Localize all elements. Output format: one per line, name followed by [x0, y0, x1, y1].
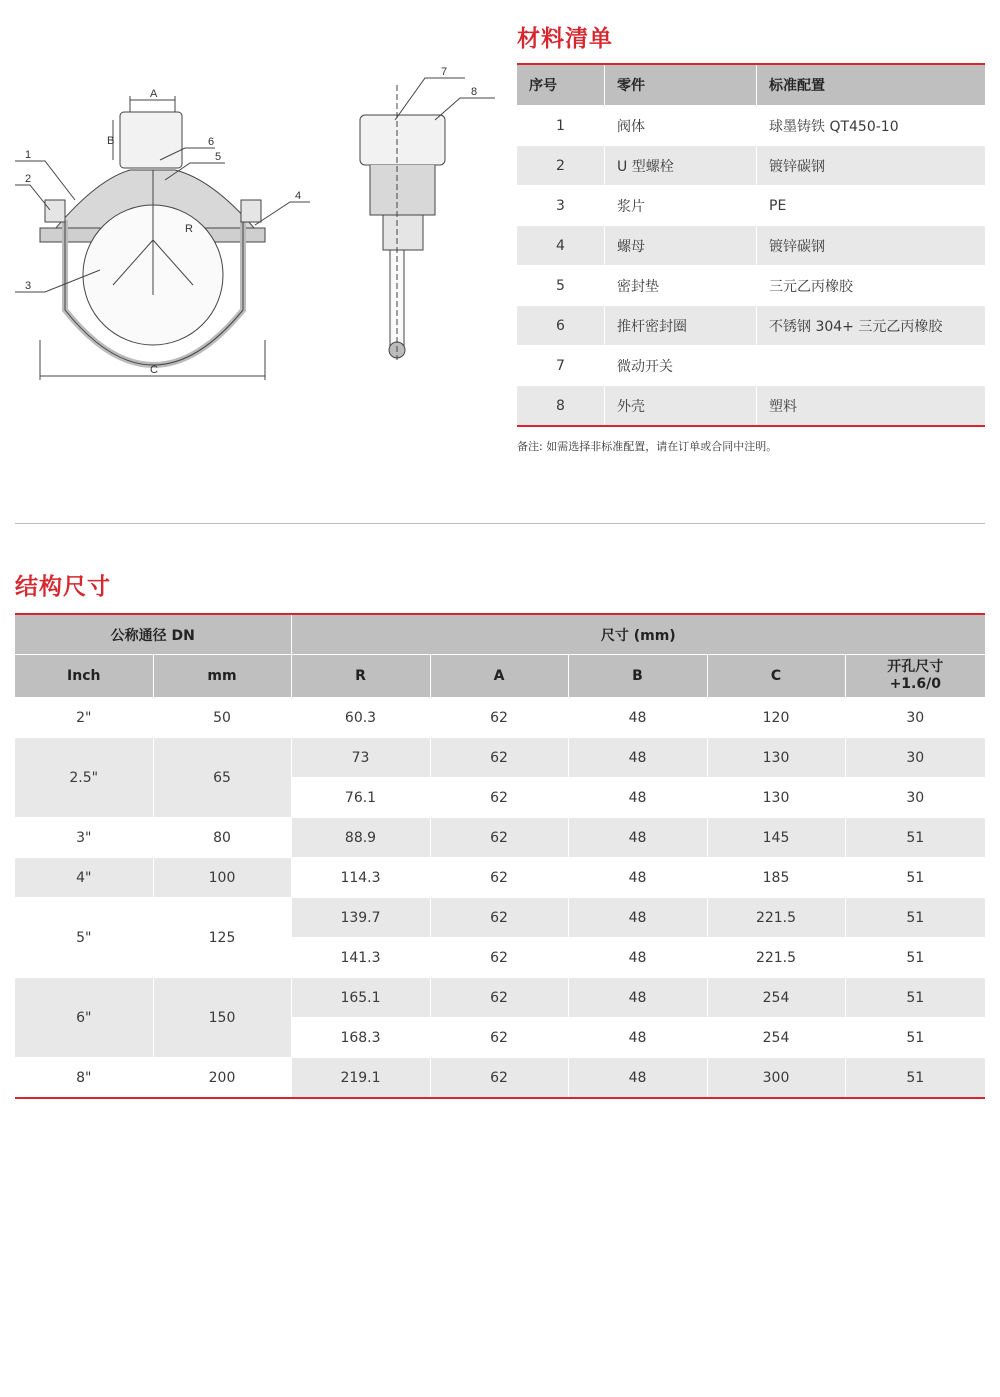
cell-part: U 型螺栓 [605, 146, 757, 186]
cell-a: 62 [430, 1058, 568, 1099]
cell-hole-size: 51 [845, 938, 985, 978]
cell-a: 62 [430, 698, 568, 738]
table-row [15, 818, 985, 858]
cell-b: 48 [568, 1018, 707, 1058]
cell-hole-size: 51 [845, 858, 985, 898]
cell-index: 2 [517, 146, 605, 186]
cell-r: 88.9 [291, 818, 430, 858]
technical-drawing [5, 60, 505, 390]
dimensions-header-row [15, 655, 985, 698]
dim-label-c: C [150, 364, 158, 376]
callout-7: 7 [441, 66, 448, 78]
cell-spec [757, 346, 986, 386]
header-inch: Inch [15, 655, 153, 698]
cell-hole-size: 30 [845, 698, 985, 738]
cell-hole-size: 51 [845, 818, 985, 858]
dim-label-b: B [107, 135, 115, 147]
cell-mm: 80 [153, 818, 291, 858]
callout-6: 6 [208, 136, 215, 148]
cell-mm: 200 [153, 1058, 291, 1099]
cell-index: 1 [517, 106, 605, 146]
dim-label-r: R [185, 223, 193, 235]
cell-inch: 8" [15, 1058, 153, 1099]
table-row [517, 226, 985, 266]
dimensions-body [15, 698, 985, 1099]
cell-part: 微动开关 [605, 346, 757, 386]
cell-spec: 不锈钢 304+ 三元乙丙橡胶 [757, 306, 986, 346]
cell-b: 48 [568, 778, 707, 818]
cell-a: 62 [430, 778, 568, 818]
cell-mm: 50 [153, 698, 291, 738]
cell-c: 145 [707, 818, 845, 858]
dimensions-title: 结构尺寸 [15, 574, 111, 600]
table-row [517, 386, 985, 427]
cell-spec: 镀锌碳钢 [757, 226, 986, 266]
cell-hole-size: 51 [845, 898, 985, 938]
table-row [517, 186, 985, 226]
cell-index: 5 [517, 266, 605, 306]
callout-8: 8 [471, 86, 478, 98]
cell-hole-size: 30 [845, 778, 985, 818]
cell-r: 219.1 [291, 1058, 430, 1099]
cell-index: 3 [517, 186, 605, 226]
cell-spec: PE [757, 186, 986, 226]
cell-c: 300 [707, 1058, 845, 1099]
cell-b: 48 [568, 1058, 707, 1099]
callout-2: 2 [25, 173, 32, 185]
cell-index: 4 [517, 226, 605, 266]
cell-r: 139.7 [291, 898, 430, 938]
cell-index: 7 [517, 346, 605, 386]
cell-part: 螺母 [605, 226, 757, 266]
callout-5: 5 [215, 151, 222, 163]
cell-b: 48 [568, 698, 707, 738]
cell-b: 48 [568, 858, 707, 898]
header-a: A [430, 655, 568, 698]
section-divider [15, 523, 985, 524]
cell-mm: 65 [153, 738, 291, 818]
cell-c: 120 [707, 698, 845, 738]
table-row [15, 738, 985, 778]
cell-c: 221.5 [707, 898, 845, 938]
materials-table [517, 63, 985, 427]
cell-c: 254 [707, 1018, 845, 1058]
cell-a: 62 [430, 738, 568, 778]
cell-part: 推杆密封圈 [605, 306, 757, 346]
cell-b: 48 [568, 898, 707, 938]
cell-r: 168.3 [291, 1018, 430, 1058]
cell-c: 221.5 [707, 938, 845, 978]
header-b: B [568, 655, 707, 698]
cell-a: 62 [430, 1018, 568, 1058]
cell-r: 73 [291, 738, 430, 778]
cell-mm: 100 [153, 858, 291, 898]
cell-b: 48 [568, 938, 707, 978]
cell-part: 浆片 [605, 186, 757, 226]
cell-a: 62 [430, 858, 568, 898]
table-row [15, 858, 985, 898]
materials-body [517, 106, 985, 427]
table-row [15, 698, 985, 738]
materials-header-row [517, 64, 985, 106]
cell-inch: 5" [15, 898, 153, 978]
cell-inch: 4" [15, 858, 153, 898]
cell-c: 254 [707, 978, 845, 1018]
cell-inch: 2" [15, 698, 153, 738]
table-row [15, 1058, 985, 1099]
cell-spec: 球墨铸铁 QT450-10 [757, 106, 986, 146]
table-row [517, 346, 985, 386]
header-spec: 标准配置 [757, 64, 986, 106]
callout-1: 1 [25, 149, 32, 161]
table-row [517, 266, 985, 306]
header-mm: mm [153, 655, 291, 698]
cell-part: 阀体 [605, 106, 757, 146]
cell-inch: 6" [15, 978, 153, 1058]
table-row [517, 106, 985, 146]
cell-hole-size: 51 [845, 1018, 985, 1058]
table-row [517, 306, 985, 346]
header-hole-size: 开孔尺寸 +1.6/0 [845, 655, 985, 698]
callout-3: 3 [25, 280, 32, 292]
dimensions-group-header-row [15, 614, 985, 655]
materials-title: 材料清单 [517, 26, 613, 52]
table-row [15, 978, 985, 1018]
cell-part: 密封垫 [605, 266, 757, 306]
cell-r: 60.3 [291, 698, 430, 738]
cell-a: 62 [430, 938, 568, 978]
table-row [517, 146, 985, 186]
cell-b: 48 [568, 978, 707, 1018]
callout-4: 4 [295, 190, 302, 202]
cell-part: 外壳 [605, 386, 757, 427]
cell-inch: 2.5" [15, 738, 153, 818]
cell-a: 62 [430, 818, 568, 858]
cell-inch: 3" [15, 818, 153, 858]
cell-spec: 三元乙丙橡胶 [757, 266, 986, 306]
cell-spec: 塑料 [757, 386, 986, 427]
cell-b: 48 [568, 738, 707, 778]
cell-c: 130 [707, 738, 845, 778]
header-r: R [291, 655, 430, 698]
cell-hole-size: 51 [845, 1058, 985, 1099]
dim-label-a: A [150, 88, 158, 100]
cell-hole-size: 51 [845, 978, 985, 1018]
header-part: 零件 [605, 64, 757, 106]
cell-spec: 镀锌碳钢 [757, 146, 986, 186]
cell-r: 76.1 [291, 778, 430, 818]
cell-hole-size: 30 [845, 738, 985, 778]
cell-index: 8 [517, 386, 605, 427]
header-size-mm: 尺寸 (mm) [291, 614, 985, 655]
cell-r: 165.1 [291, 978, 430, 1018]
cell-r: 114.3 [291, 858, 430, 898]
cell-b: 48 [568, 818, 707, 858]
materials-note: 备注: 如需选择非标准配置，请在订单或合同中注明。 [517, 440, 778, 453]
cell-r: 141.3 [291, 938, 430, 978]
cell-a: 62 [430, 898, 568, 938]
cell-mm: 150 [153, 978, 291, 1058]
dimensions-table [15, 613, 985, 1099]
header-index: 序号 [517, 64, 605, 106]
cell-c: 185 [707, 858, 845, 898]
table-row [15, 898, 985, 938]
header-nominal-diameter: 公称通径 DN [15, 614, 291, 655]
cell-c: 130 [707, 778, 845, 818]
cell-a: 62 [430, 978, 568, 1018]
cell-index: 6 [517, 306, 605, 346]
header-c: C [707, 655, 845, 698]
cell-mm: 125 [153, 898, 291, 978]
